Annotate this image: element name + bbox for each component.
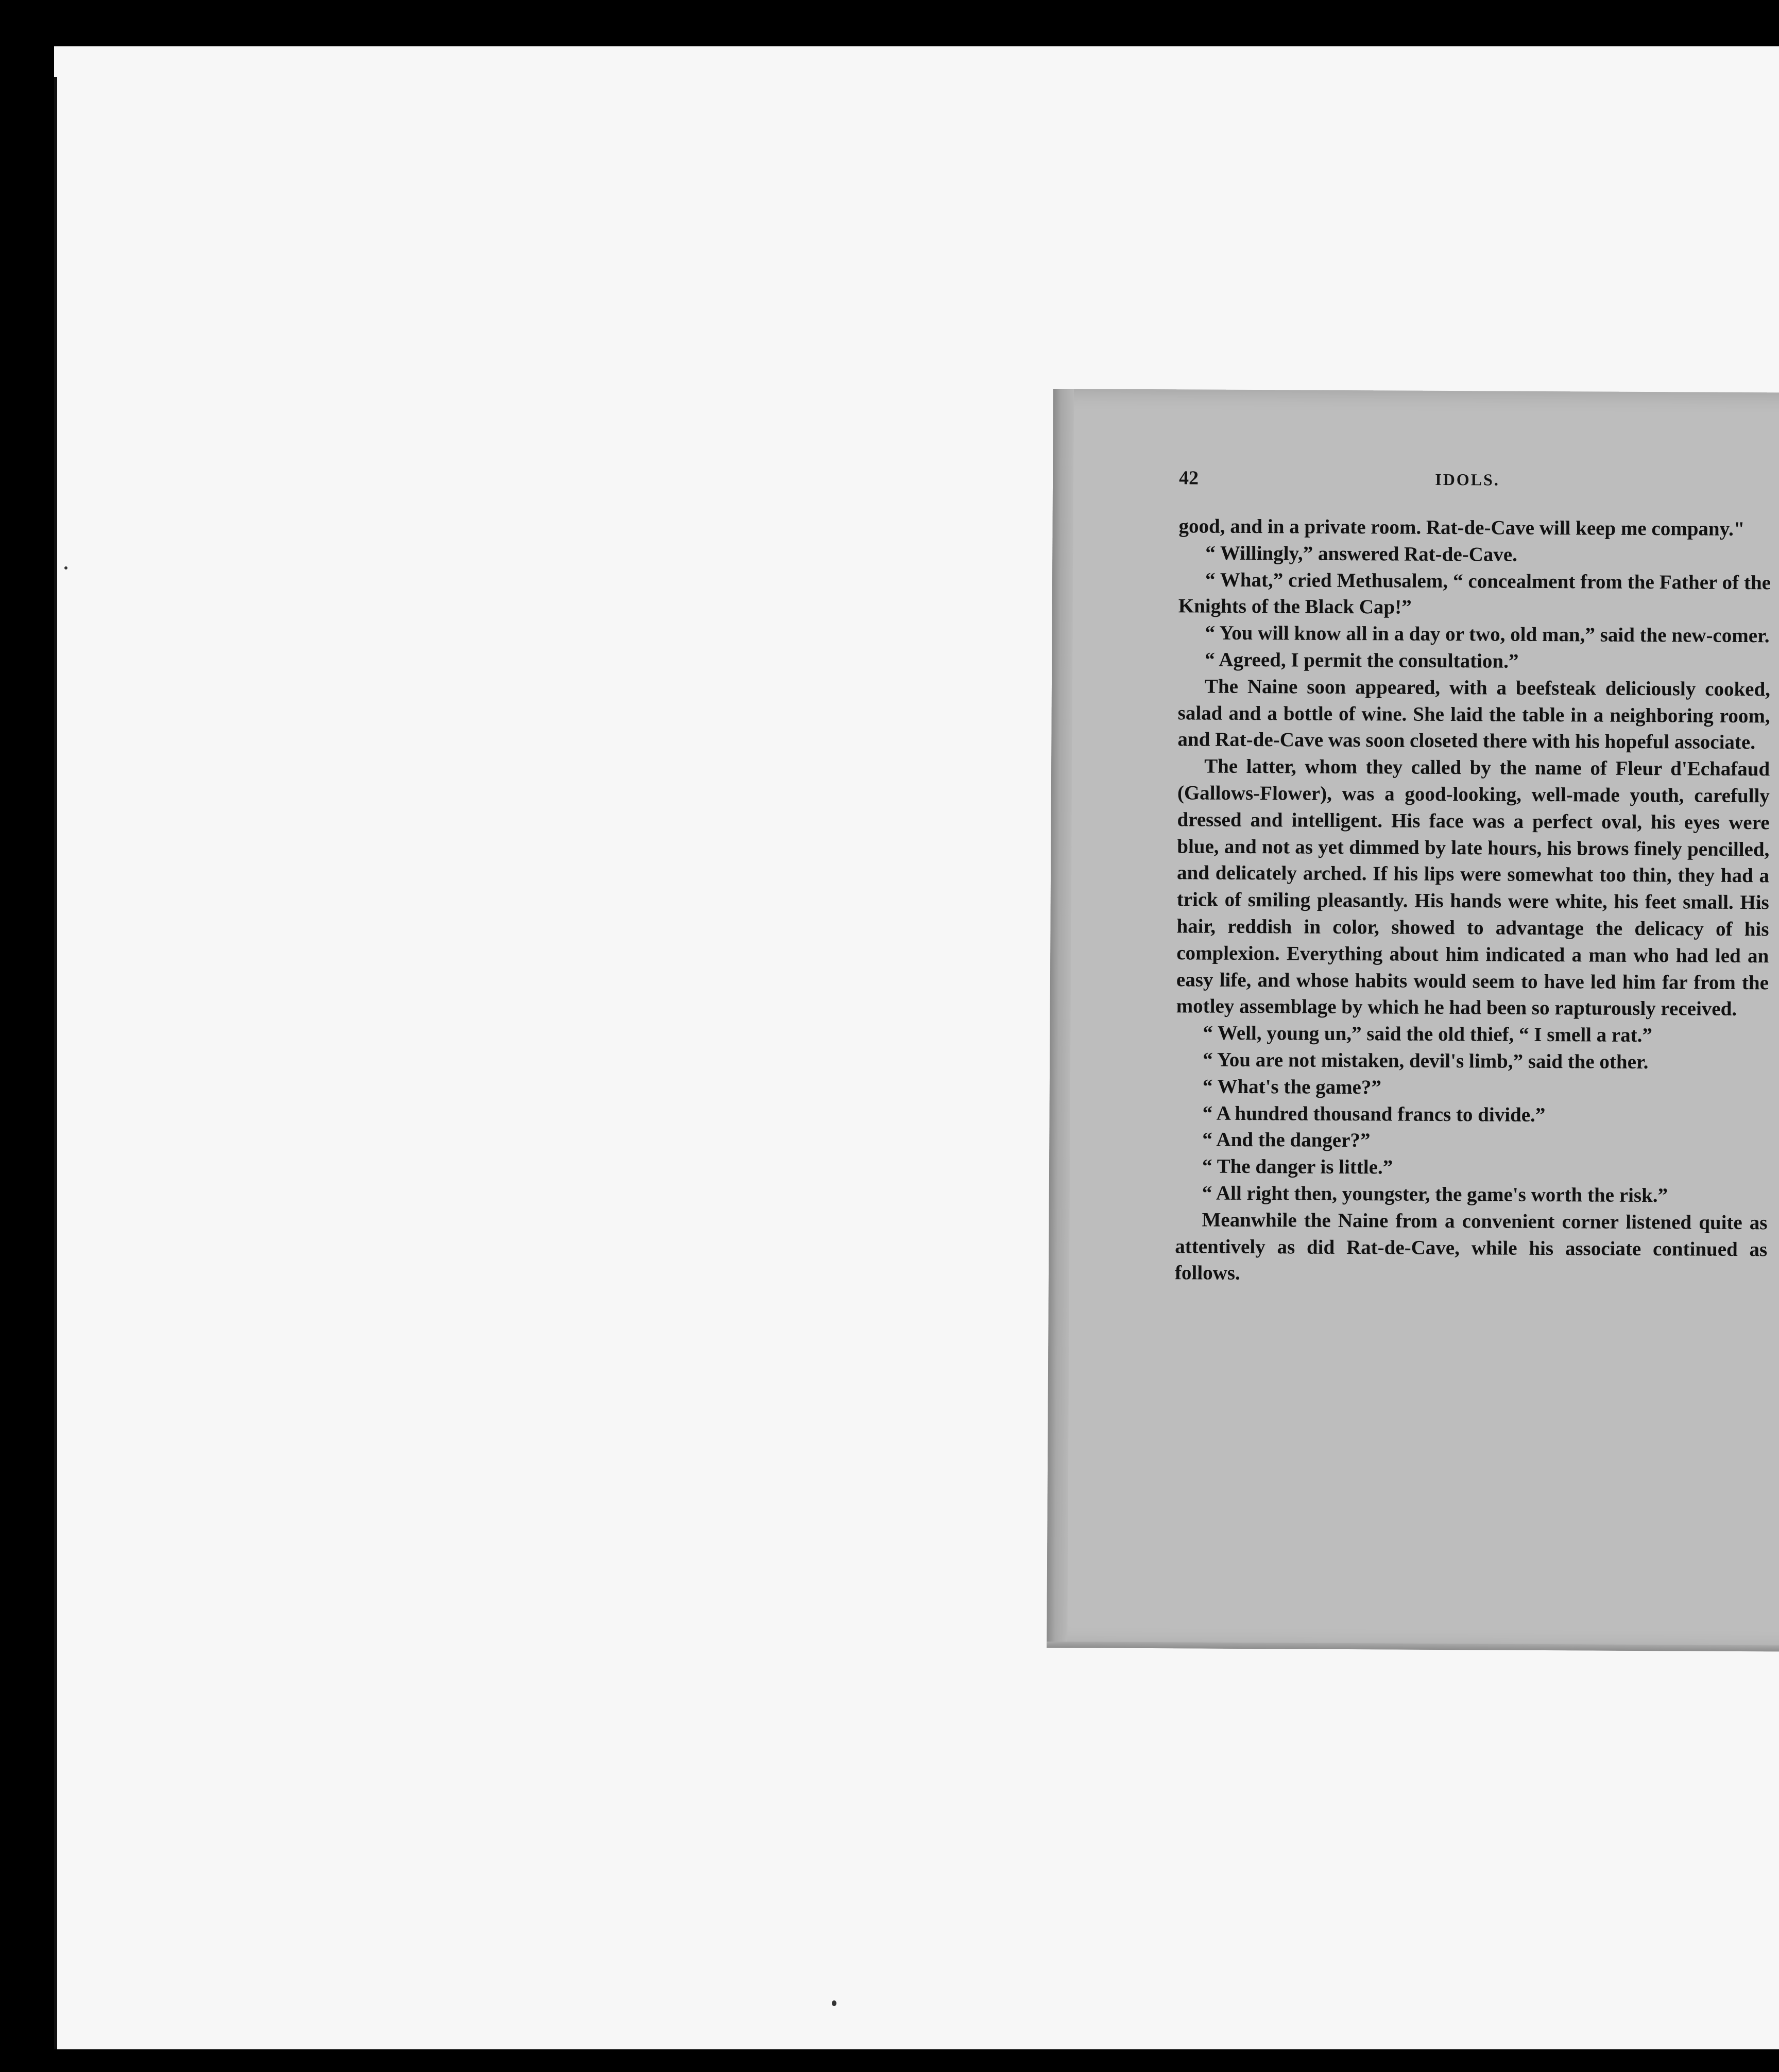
paragraph: “ And the danger?”	[1202, 1128, 1371, 1152]
paragraph: “ All right then, youngster, the game's worth the risk.”	[1202, 1182, 1668, 1207]
running-head	[1179, 467, 1756, 492]
paragraph: The Naine soon appeared, with a beefsteak deliciously cooked, salad and a bottle of wine. She laid the table in a neighboring room, and Rat-de-Cave was soon closeted there with his hopeful associate.	[1177, 675, 1771, 754]
paragraph: “ Agreed, I permit the consultation.”	[1205, 648, 1519, 672]
paragraph: Meanwhile the Naine from a convenient corner listened quite as attentively as did Rat-de-Cave, while his associate continued as follows.	[1174, 1208, 1768, 1285]
paragraph: “ The danger is little.”	[1202, 1155, 1393, 1179]
film-frame	[54, 46, 1779, 2049]
page-gutter-edge	[1047, 389, 1074, 1648]
paragraph: “ You will know all in a day or two, old man,” said the new-comer.	[1205, 621, 1770, 647]
paragraph: good, and in a private room. Rat-de-Cave will keep me company."	[1178, 515, 1745, 541]
book-page	[1047, 389, 1779, 1652]
body-text	[1175, 513, 1771, 1289]
paragraph: “ Willingly,” answered Rat-de-Cave.	[1205, 542, 1518, 566]
dust-speck	[832, 2000, 836, 2006]
paragraph: “ You are not mistaken, devil's limb,” said the other.	[1203, 1048, 1649, 1074]
paragraph: “ Well, young un,” said the old thief, “ I smell a rat.”	[1203, 1022, 1653, 1047]
paragraph: “ What,” cried Methusalem, “ concealment from the Father of the Knights of the Black Cap!”	[1178, 568, 1771, 619]
dust-speck	[64, 566, 67, 569]
paragraph: “ A hundred thousand francs to divide.”	[1202, 1102, 1546, 1126]
paragraph: “ What's the game?”	[1202, 1075, 1382, 1099]
page-number: 42	[1178, 467, 1199, 489]
paragraph: The latter, whom they called by the name of Fleur d'Echafaud (Gallows-Flower), was a good-looking, well-made youth, carefully dressed and intelligent. His face was a perfect oval, his eyes were blue, and not as yet dimmed by late hours, his brows finely pencilled, and delicately arched. If his lips were somewhat too thin, they had a trick of smiling pleasantly. His hands were white, his feet small. His hair, reddish in color, showed to advantage the delicacy of his complexion. Everything about him indicated a man who had led an easy life, and whose habits would seem to have led him far from the motley assemblage by which he had been so rapturously received.	[1176, 755, 1770, 1021]
page-bottom-edge	[1047, 1642, 1779, 1652]
running-title: IDOLS.	[1435, 470, 1500, 489]
film-edge-line	[54, 77, 57, 2049]
